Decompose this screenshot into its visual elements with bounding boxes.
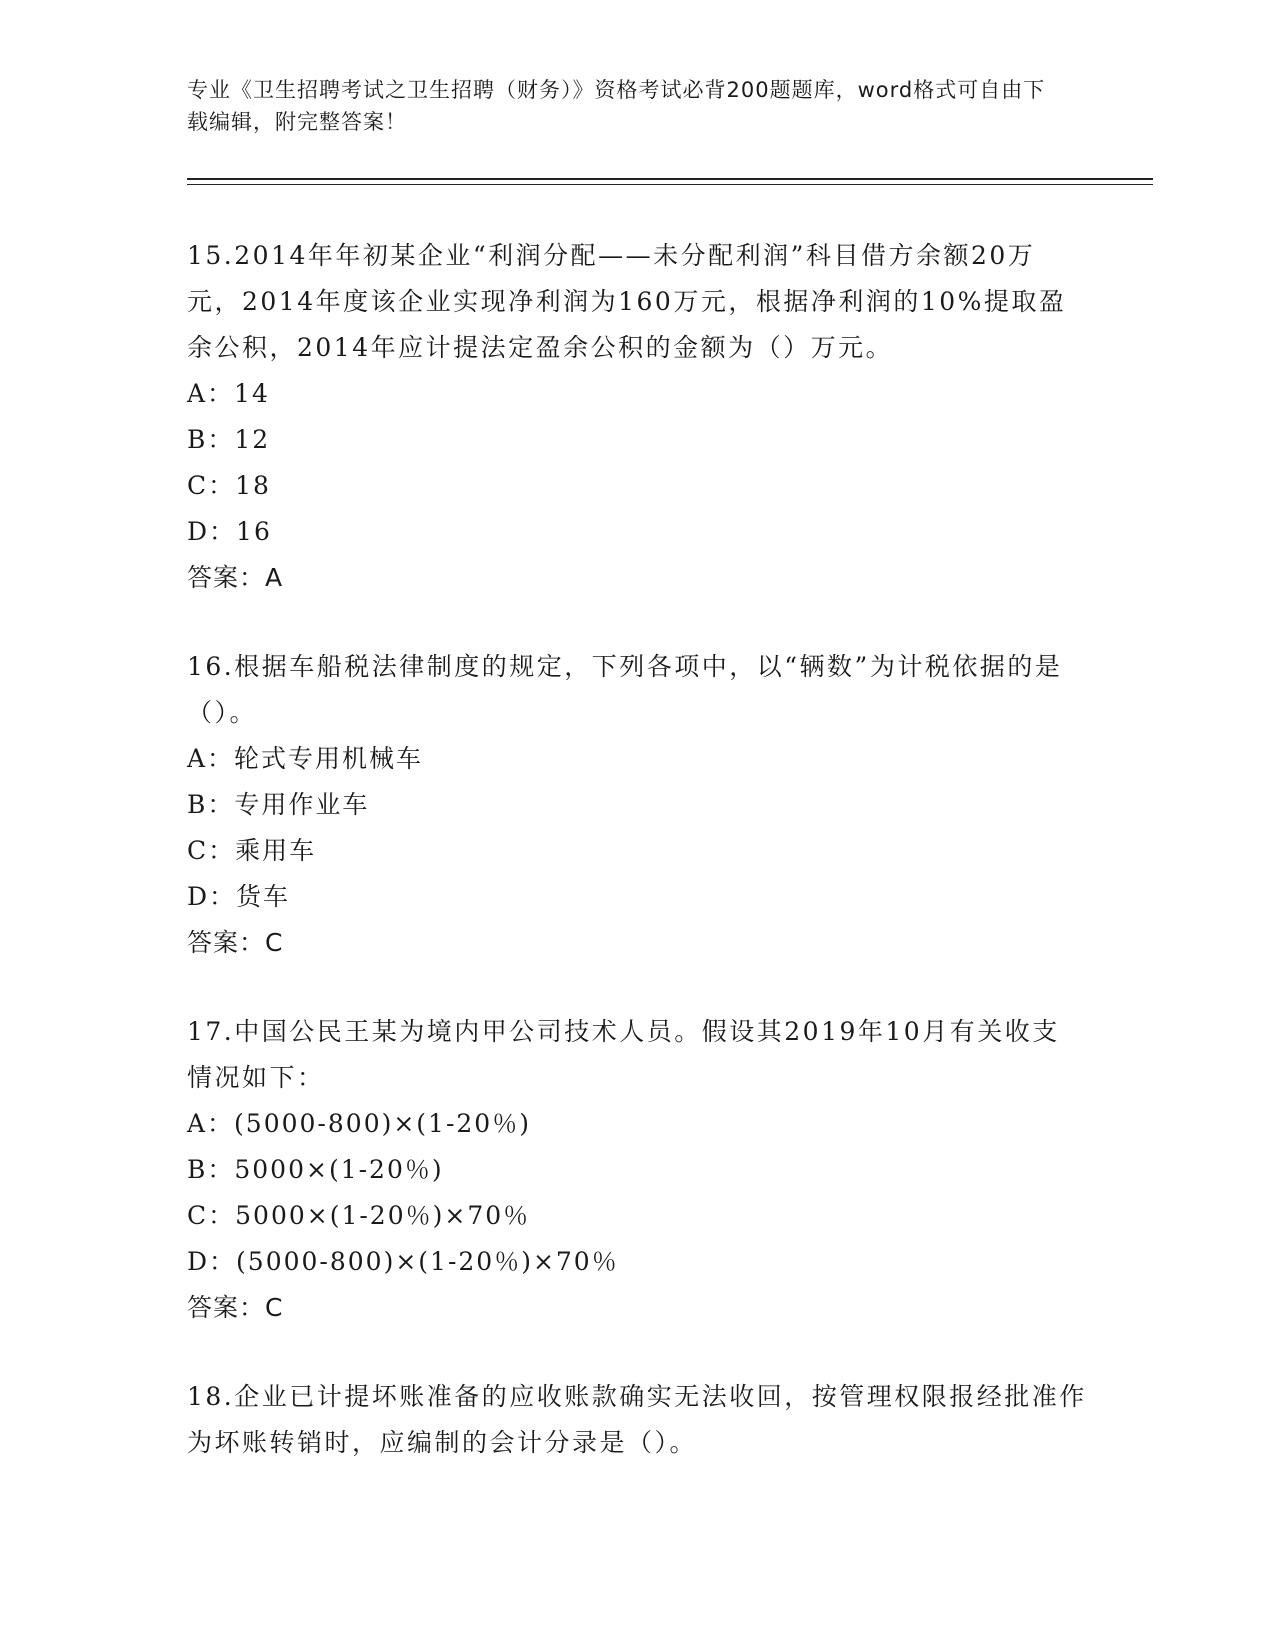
option-c: C：18 — [187, 471, 271, 500]
option-d: D：(5000-800)×(1-20％)×70％ — [187, 1247, 619, 1276]
option-c: C：乘用车 — [187, 836, 317, 865]
answer: 答案：C — [187, 928, 284, 957]
option-c: C：5000×(1-20％)×70％ — [187, 1201, 531, 1230]
option-d: D：16 — [187, 517, 272, 546]
option-a: A：(5000-800)×(1-20％) — [187, 1109, 531, 1138]
question-15 — [187, 233, 1087, 601]
option-d: D：货车 — [187, 882, 291, 911]
page-header: 专业《卫生招聘考试之卫生招聘（财务）》资格考试必背200题题库，word格式可自由下载编辑，附完整答案！ — [187, 78, 1046, 134]
option-b: B：5000×(1-20％) — [187, 1155, 444, 1184]
option-a: A：14 — [187, 379, 270, 408]
question-stem: 16.根据车船税法律制度的规定，下列各项中，以“辆数”为计税依据的是（）。 — [187, 652, 1063, 727]
answer: 答案：C — [187, 1293, 284, 1322]
option-b: B：专用作业车 — [187, 790, 370, 819]
question-stem: 15.2014年年初某企业“利润分配——未分配利润”科目借方余额20万元，2014年度该企业实现净利润为160万元，根据净利润的10%提取盈余公积，2014年应计提法定盈余公积的金额为（）万元。 — [187, 241, 1067, 362]
question-17 — [187, 1009, 1087, 1331]
question-stem: 17.中国公民王某为境内甲公司技术人员。假设其2019年10月有关收支情况如下： — [187, 1017, 1060, 1092]
question-16 — [187, 644, 1087, 966]
option-b: B：12 — [187, 425, 271, 454]
header-divider — [187, 178, 1153, 185]
answer: 答案：A — [187, 563, 284, 592]
option-a: A：轮式专用机械车 — [187, 744, 424, 773]
question-stem: 18.企业已计提坏账准备的应收账款确实无法收回，按管理权限报经批准作为坏账转销时，应编制的会计分录是（）。 — [187, 1382, 1087, 1457]
question-18 — [187, 1374, 1087, 1466]
